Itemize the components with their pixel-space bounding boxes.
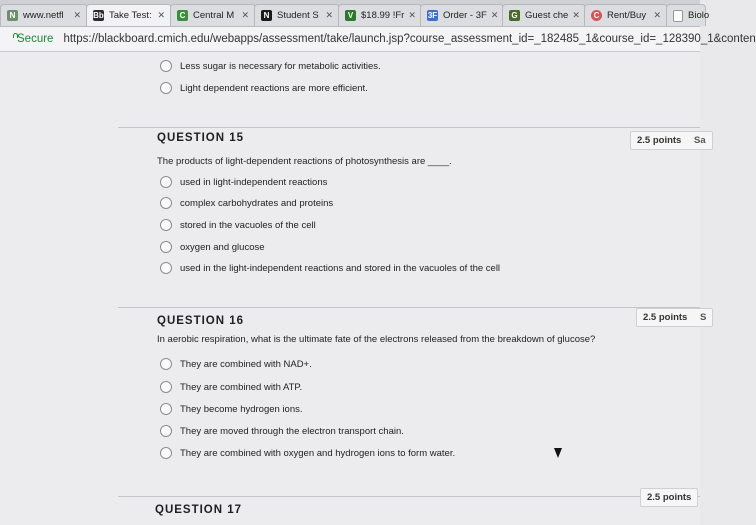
question-divider	[118, 307, 700, 308]
tab-student[interactable]	[254, 4, 340, 26]
save-answer-button[interactable]: Sa	[693, 135, 706, 146]
central-michigan-icon: C	[177, 10, 188, 21]
option-label: oxygen and glucose	[180, 241, 265, 253]
n-icon: N	[261, 10, 272, 21]
q16-option-3[interactable]	[160, 403, 303, 415]
radio-button[interactable]	[160, 241, 172, 253]
tab-label: Central M	[193, 10, 235, 21]
page-icon	[673, 10, 683, 22]
tab-rent-buy[interactable]	[584, 4, 668, 26]
q16-option-2[interactable]	[160, 381, 302, 393]
tab-label: Guest che	[525, 10, 569, 21]
points-label: 2.5 points	[647, 492, 692, 503]
tab-label: Order - 3F	[443, 10, 487, 21]
q16-option-1[interactable]	[160, 358, 312, 370]
close-icon[interactable]: ✕	[241, 10, 249, 20]
close-icon[interactable]: ✕	[490, 10, 499, 20]
question-16-text: In aerobic respiration, what is the ultimate fate of the electrons released from the breakdown of glucose?	[157, 334, 596, 345]
option-label: They are combined with NAD+.	[180, 358, 312, 370]
tab-netflix[interactable]	[0, 4, 88, 26]
option-label: complex carbohydrates and proteins	[180, 197, 334, 209]
tab-label: Student S	[277, 10, 319, 21]
question-divider	[118, 127, 700, 128]
secure-label: Secure	[17, 33, 54, 45]
tab-label: Take Test:	[109, 10, 152, 21]
c-icon: C	[591, 10, 602, 21]
option-label: They are moved through the electron transport chain.	[180, 425, 404, 437]
option-label: Light dependent reactions are more efficient.	[180, 82, 368, 94]
radio-button[interactable]	[160, 447, 172, 459]
q15-option-5[interactable]	[160, 262, 500, 274]
close-icon[interactable]: ✕	[73, 10, 81, 20]
close-icon[interactable]: ✕	[653, 10, 661, 20]
points-label: 2.5 points	[643, 312, 688, 323]
radio-button[interactable]	[160, 403, 172, 415]
netflix-icon: N	[7, 10, 18, 21]
assessment-content	[0, 52, 707, 525]
q16-option-5[interactable]	[160, 447, 455, 459]
blackboard-icon: Bb	[93, 11, 104, 20]
tab-biology[interactable]	[666, 4, 710, 26]
mouse-cursor-icon	[554, 448, 562, 458]
radio-button[interactable]	[160, 82, 172, 94]
option-label: They become hydrogen ions.	[180, 403, 303, 415]
v-icon: V	[345, 10, 356, 21]
question-17-points	[640, 488, 698, 507]
q16-option-4[interactable]	[160, 425, 404, 437]
prev-option-1[interactable]	[160, 60, 381, 72]
option-label: used in the light-independent reactions and stored in the vacuoles of the cell	[180, 262, 501, 274]
question-15-points	[630, 131, 713, 150]
radio-button[interactable]	[160, 358, 172, 370]
browser-tab-bar	[0, 0, 710, 27]
prev-option-2[interactable]	[160, 82, 368, 94]
close-icon[interactable]: ✕	[572, 10, 580, 20]
tab-price[interactable]	[338, 4, 422, 26]
question-15-text: The products of light-dependent reactions of photosynthesis are ____.	[157, 156, 452, 167]
question-divider	[118, 496, 700, 497]
save-answer-button[interactable]: S	[699, 312, 707, 323]
q15-option-2[interactable]	[160, 197, 333, 209]
tab-central-michigan[interactable]	[170, 4, 256, 26]
close-icon[interactable]: ✕	[408, 10, 416, 20]
close-icon[interactable]: ✕	[325, 10, 333, 20]
radio-button[interactable]	[160, 425, 172, 437]
tab-label: Biolo	[688, 10, 710, 21]
radio-button[interactable]	[160, 176, 172, 188]
tab-label: $18.99 !Fr	[361, 10, 405, 21]
tab-guest-checkout[interactable]	[502, 4, 586, 26]
close-icon[interactable]: ✕	[157, 10, 165, 20]
q15-option-3[interactable]	[160, 219, 316, 231]
order-icon: 3F	[427, 11, 438, 20]
option-label: Less sugar is necessary for metabolic activities.	[180, 60, 381, 72]
tab-label: www.netfl	[23, 10, 64, 21]
points-label: 2.5 points	[637, 135, 682, 146]
option-label: used in light-independent reactions	[180, 176, 328, 188]
tab-order[interactable]	[420, 4, 504, 26]
radio-button[interactable]	[160, 381, 172, 393]
question-16-points	[636, 308, 713, 327]
question-15-title: QUESTION 15	[157, 132, 245, 144]
tab-take-test[interactable]	[86, 4, 172, 26]
radio-button[interactable]	[160, 219, 172, 231]
radio-button[interactable]	[160, 197, 172, 209]
tab-label: Rent/Buy	[607, 10, 647, 21]
question-17-title: QUESTION 17	[155, 504, 243, 516]
address-bar[interactable]	[0, 27, 756, 52]
q15-option-4[interactable]	[160, 241, 265, 253]
radio-button[interactable]	[160, 60, 172, 72]
option-label: They are combined with ATP.	[180, 381, 303, 393]
guest-icon: G	[509, 10, 520, 21]
option-label: They are combined with oxygen and hydrogen ions to form water.	[180, 447, 456, 459]
question-16-title: QUESTION 16	[157, 315, 245, 327]
q15-option-1[interactable]	[160, 176, 327, 188]
option-label: stored in the vacuoles of the cell	[180, 219, 316, 231]
radio-button[interactable]	[160, 262, 172, 274]
url-text[interactable]: https://blackboard.cmich.edu/webapps/assessment/take/launch.jsp?course_assessment_id=_182485_1&course_id=_128390_1&conten	[63, 33, 756, 45]
